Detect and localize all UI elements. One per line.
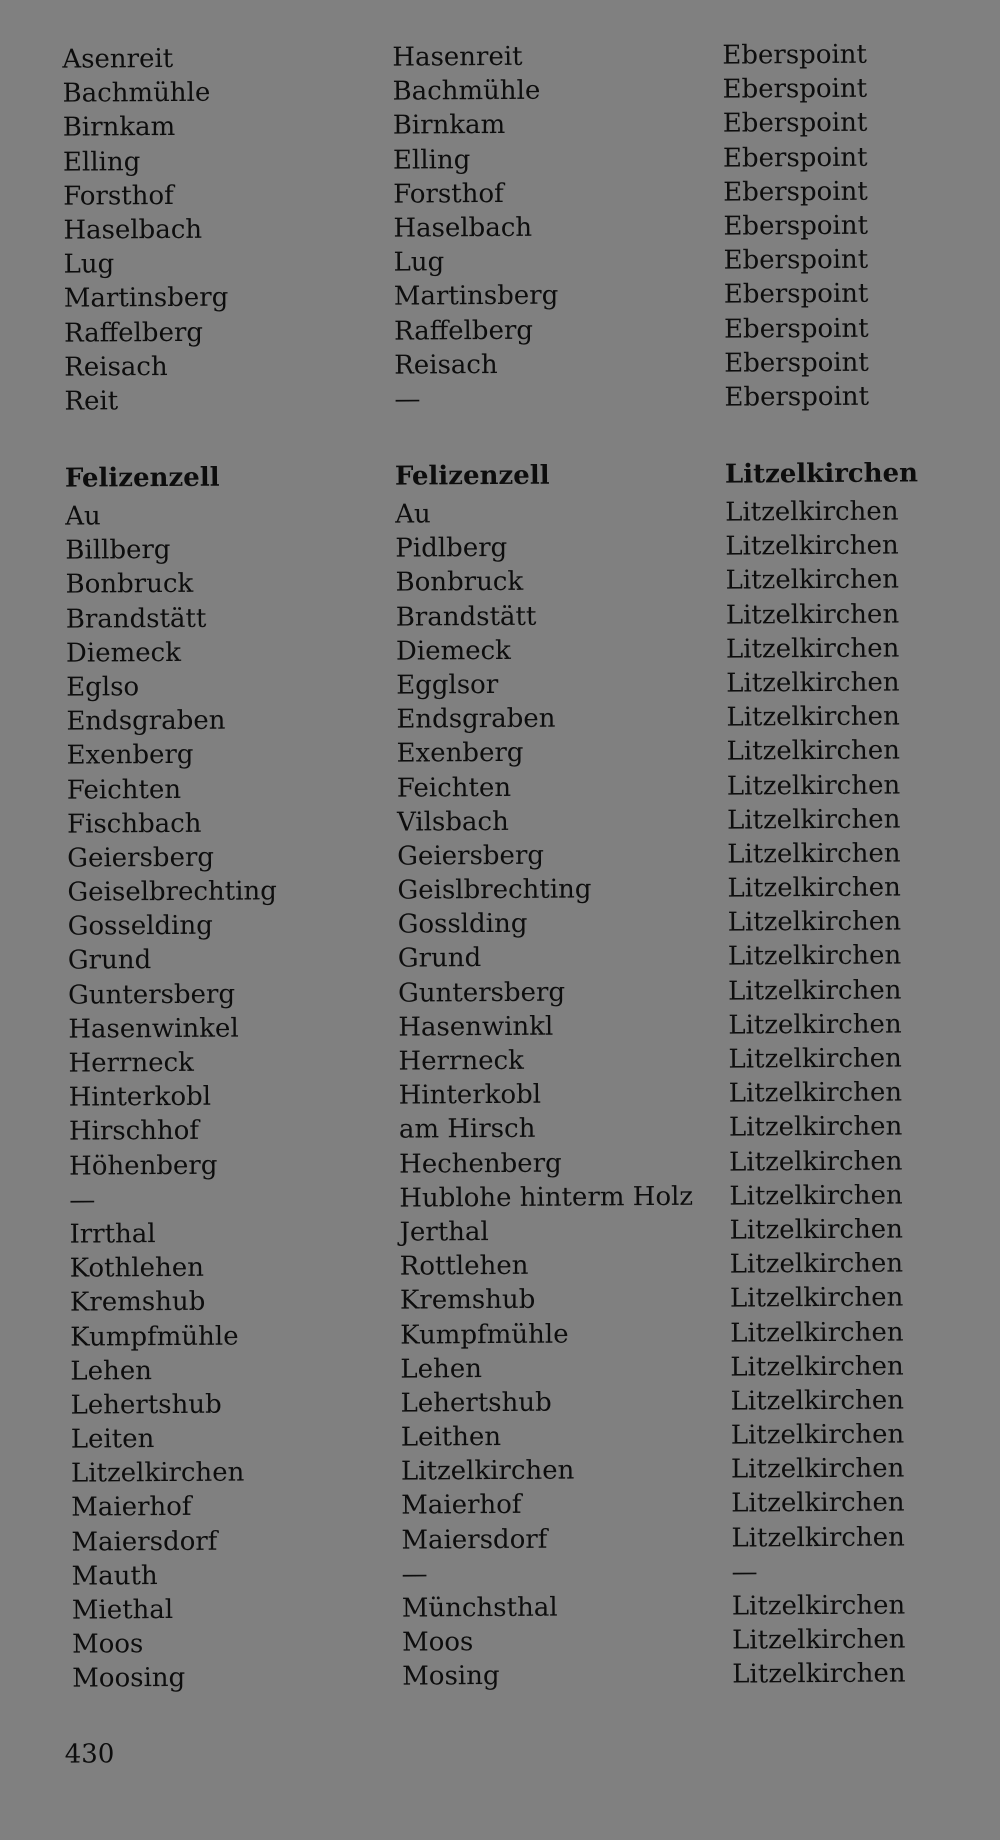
- parish-cell: Eberspoint: [722, 73, 868, 105]
- table-row: [10, 1656, 1000, 1696]
- parish-cell: Litzelkirchen: [727, 906, 902, 938]
- parish-cell: Eberspoint: [723, 244, 869, 276]
- current-name-cell: Fischbach: [66, 808, 202, 840]
- section-heading-historic-name: Felizenzell: [394, 460, 550, 492]
- parish-cell: Eberspoint: [723, 313, 869, 345]
- current-name-cell: Lehen: [70, 1355, 152, 1387]
- section-rows: [3, 494, 1000, 1697]
- table-row: [2, 379, 1000, 419]
- historic-name-cell: Brandstätt: [395, 601, 537, 633]
- historic-name-cell: Hasenreit: [392, 41, 523, 73]
- parish-cell: Litzelkirchen: [726, 804, 901, 836]
- historic-name-cell: Münchsthal: [401, 1592, 558, 1624]
- historic-name-cell: Lehertshub: [400, 1387, 552, 1419]
- current-name-cell: Gosselding: [67, 910, 213, 942]
- historic-name-cell: Diemeck: [395, 635, 511, 667]
- parish-cell: Eberspoint: [724, 347, 869, 379]
- current-name-cell: Guntersberg: [67, 979, 236, 1011]
- parish-cell: Litzelkirchen: [726, 735, 901, 767]
- current-name-cell: Moos: [71, 1629, 144, 1660]
- parish-cell: Litzelkirchen: [727, 975, 902, 1007]
- historic-name-cell: Martinsberg: [393, 280, 559, 312]
- current-name-cell: Diemeck: [65, 637, 181, 669]
- historic-name-cell: Hasenwinkl: [398, 1011, 554, 1043]
- parish-cell: —: [731, 1557, 758, 1588]
- historic-name-cell: Litzelkirchen: [400, 1455, 575, 1487]
- current-name-cell: Lug: [63, 249, 115, 280]
- historic-name-cell: Raffelberg: [393, 315, 534, 347]
- historic-name-cell: Bachmühle: [392, 75, 541, 107]
- parish-cell: Litzelkirchen: [725, 496, 899, 528]
- parish-cell: Litzelkirchen: [728, 1077, 903, 1109]
- section-heading-row: [3, 452, 1000, 500]
- current-name-cell: Au: [65, 501, 101, 532]
- historic-name-cell: Egglsor: [396, 669, 499, 701]
- current-name-cell: Forsthof: [63, 180, 174, 212]
- parish-cell: Litzelkirchen: [731, 1590, 906, 1622]
- section-heading-current-name: Felizenzell: [64, 462, 220, 494]
- historic-name-cell: Mosing: [402, 1661, 500, 1692]
- historic-name-cell: Herrneck: [398, 1045, 524, 1077]
- historic-name-cell: Forsthof: [393, 178, 504, 210]
- parish-cell: Litzelkirchen: [732, 1658, 906, 1690]
- historic-name-cell: Kremshub: [399, 1285, 536, 1316]
- current-name-cell: Geiselbrechting: [67, 876, 277, 908]
- current-name-cell: Moosing: [72, 1663, 186, 1694]
- parish-cell: Litzelkirchen: [730, 1419, 905, 1451]
- parish-cell: Eberspoint: [723, 176, 868, 208]
- current-name-cell: Reit: [64, 386, 119, 417]
- section-heading-parish: Litzelkirchen: [724, 458, 919, 490]
- current-name-cell: Martinsberg: [63, 282, 229, 314]
- parish-cell: Eberspoint: [723, 279, 869, 310]
- historic-name-cell: Guntersberg: [397, 977, 566, 1009]
- historic-name-cell: Gosslding: [397, 909, 528, 940]
- historic-name-cell: Maierhof: [401, 1490, 522, 1522]
- historic-name-cell: Vilsbach: [396, 806, 509, 838]
- historic-name-cell: Lug: [393, 247, 445, 278]
- current-name-cell: Bachmühle: [62, 77, 211, 109]
- historic-name-cell: Au: [395, 499, 431, 530]
- current-name-cell: Kothlehen: [69, 1252, 204, 1284]
- historic-name-cell: am Hirsch: [398, 1114, 536, 1145]
- historic-name-cell: Hublohe hinterm Holz: [399, 1181, 694, 1214]
- parish-cell: Litzelkirchen: [727, 940, 902, 973]
- page-number: 430: [64, 1739, 115, 1770]
- historic-name-cell: Endsgraben: [396, 703, 556, 735]
- parish-cell: Litzelkirchen: [729, 1146, 903, 1178]
- parish-cell: Litzelkirchen: [731, 1487, 905, 1519]
- current-name-cell: Kumpfmühle: [70, 1321, 239, 1353]
- current-name-cell: Hirschhof: [68, 1116, 200, 1147]
- current-name-cell: Grund: [67, 945, 152, 977]
- current-name-cell: Brandstätt: [65, 603, 207, 635]
- historic-name-cell: Feichten: [396, 772, 512, 804]
- current-name-cell: Endsgraben: [66, 705, 226, 737]
- historic-name-cell: Jerthal: [399, 1216, 489, 1248]
- historic-name-cell: Exenberg: [396, 738, 524, 769]
- parish-cell: Litzelkirchen: [725, 633, 900, 665]
- historic-name-cell: Rottlehen: [399, 1250, 529, 1282]
- current-name-cell: Maierhof: [71, 1492, 192, 1524]
- current-name-cell: Kremshub: [69, 1287, 206, 1318]
- current-name-cell: —: [69, 1185, 96, 1216]
- parish-cell: Litzelkirchen: [730, 1385, 905, 1417]
- historic-name-cell: Hinterkobl: [398, 1079, 542, 1111]
- current-name-cell: Exenberg: [66, 740, 194, 771]
- current-name-cell: Lehertshub: [70, 1389, 222, 1421]
- parish-cell: Eberspoint: [722, 142, 868, 174]
- parish-cell: Litzelkirchen: [728, 1111, 903, 1143]
- historic-name-cell: Geislbrechting: [397, 874, 592, 906]
- parish-cell: Litzelkirchen: [725, 530, 899, 562]
- current-name-cell: Hasenwinkel: [68, 1013, 239, 1045]
- current-name-cell: Hinterkobl: [68, 1081, 212, 1113]
- historic-name-cell: Reisach: [394, 349, 498, 381]
- current-name-cell: Maiersdorf: [71, 1526, 218, 1558]
- current-name-cell: Mauth: [71, 1560, 158, 1592]
- current-name-cell: Raffelberg: [63, 317, 204, 349]
- historic-name-cell: Hechenberg: [399, 1148, 562, 1180]
- parish-cell: Litzelkirchen: [730, 1351, 904, 1383]
- historic-name-cell: Leithen: [400, 1422, 502, 1453]
- current-name-cell: Litzelkirchen: [70, 1457, 245, 1489]
- current-name-cell: Geiersberg: [67, 842, 215, 874]
- current-name-cell: Herrneck: [68, 1047, 194, 1079]
- current-name-cell: Irrthal: [69, 1219, 156, 1250]
- current-name-cell: Höhenberg: [69, 1150, 218, 1182]
- parish-cell: Litzelkirchen: [727, 872, 901, 904]
- parish-cell: Litzelkirchen: [729, 1214, 903, 1246]
- place-table-block-1: [0, 37, 1000, 419]
- current-name-cell: Reisach: [64, 351, 168, 383]
- current-name-cell: Birnkam: [62, 112, 176, 143]
- parish-cell: Litzelkirchen: [729, 1180, 903, 1212]
- current-name-cell: Leiten: [70, 1424, 155, 1455]
- parish-cell: Litzelkirchen: [731, 1624, 906, 1656]
- historic-name-cell: Bonbruck: [395, 567, 524, 598]
- current-name-cell: Bonbruck: [65, 569, 194, 600]
- current-name-cell: Feichten: [66, 774, 182, 806]
- parish-cell: Eberspoint: [724, 381, 870, 413]
- current-name-cell: Elling: [62, 146, 141, 178]
- place-table-block-2: [3, 452, 1000, 1697]
- parish-cell: Litzelkirchen: [726, 701, 900, 733]
- current-name-cell: Miethal: [71, 1594, 174, 1626]
- historic-name-cell: —: [401, 1559, 428, 1590]
- parish-cell: Litzelkirchen: [728, 1009, 902, 1041]
- historic-name-cell: Maiersdorf: [401, 1524, 548, 1556]
- parish-cell: Litzelkirchen: [726, 770, 901, 802]
- parish-cell: Eberspoint: [722, 108, 868, 139]
- parish-cell: Litzelkirchen: [730, 1317, 904, 1349]
- current-name-cell: Haselbach: [63, 214, 203, 246]
- historic-name-cell: Geiersberg: [397, 840, 545, 872]
- current-name-cell: Eglso: [66, 672, 140, 703]
- historic-name-cell: Elling: [392, 144, 471, 176]
- parish-cell: Litzelkirchen: [727, 838, 901, 870]
- parish-cell: Litzelkirchen: [726, 667, 900, 699]
- historic-name-cell: Grund: [397, 943, 482, 975]
- current-name-cell: Billberg: [65, 535, 171, 566]
- historic-name-cell: Birnkam: [392, 110, 506, 141]
- historic-name-cell: —: [394, 384, 421, 415]
- parish-cell: Litzelkirchen: [731, 1522, 905, 1554]
- parish-cell: Litzelkirchen: [725, 564, 900, 596]
- historic-name-cell: Kumpfmühle: [400, 1319, 569, 1351]
- parish-cell: Litzelkirchen: [730, 1453, 905, 1485]
- historic-name-cell: Haselbach: [393, 212, 533, 244]
- historic-name-cell: Moos: [401, 1627, 474, 1658]
- parish-cell: Litzelkirchen: [725, 599, 900, 631]
- parish-cell: Litzelkirchen: [729, 1248, 904, 1280]
- historic-name-cell: Pidlberg: [395, 533, 508, 564]
- parish-cell: Eberspoint: [723, 210, 869, 242]
- current-name-cell: Asenreit: [62, 43, 174, 75]
- parish-cell: Litzelkirchen: [729, 1282, 904, 1314]
- parish-cell: Eberspoint: [722, 39, 868, 71]
- parish-cell: Litzelkirchen: [728, 1043, 902, 1075]
- historic-name-cell: Lehen: [400, 1353, 482, 1385]
